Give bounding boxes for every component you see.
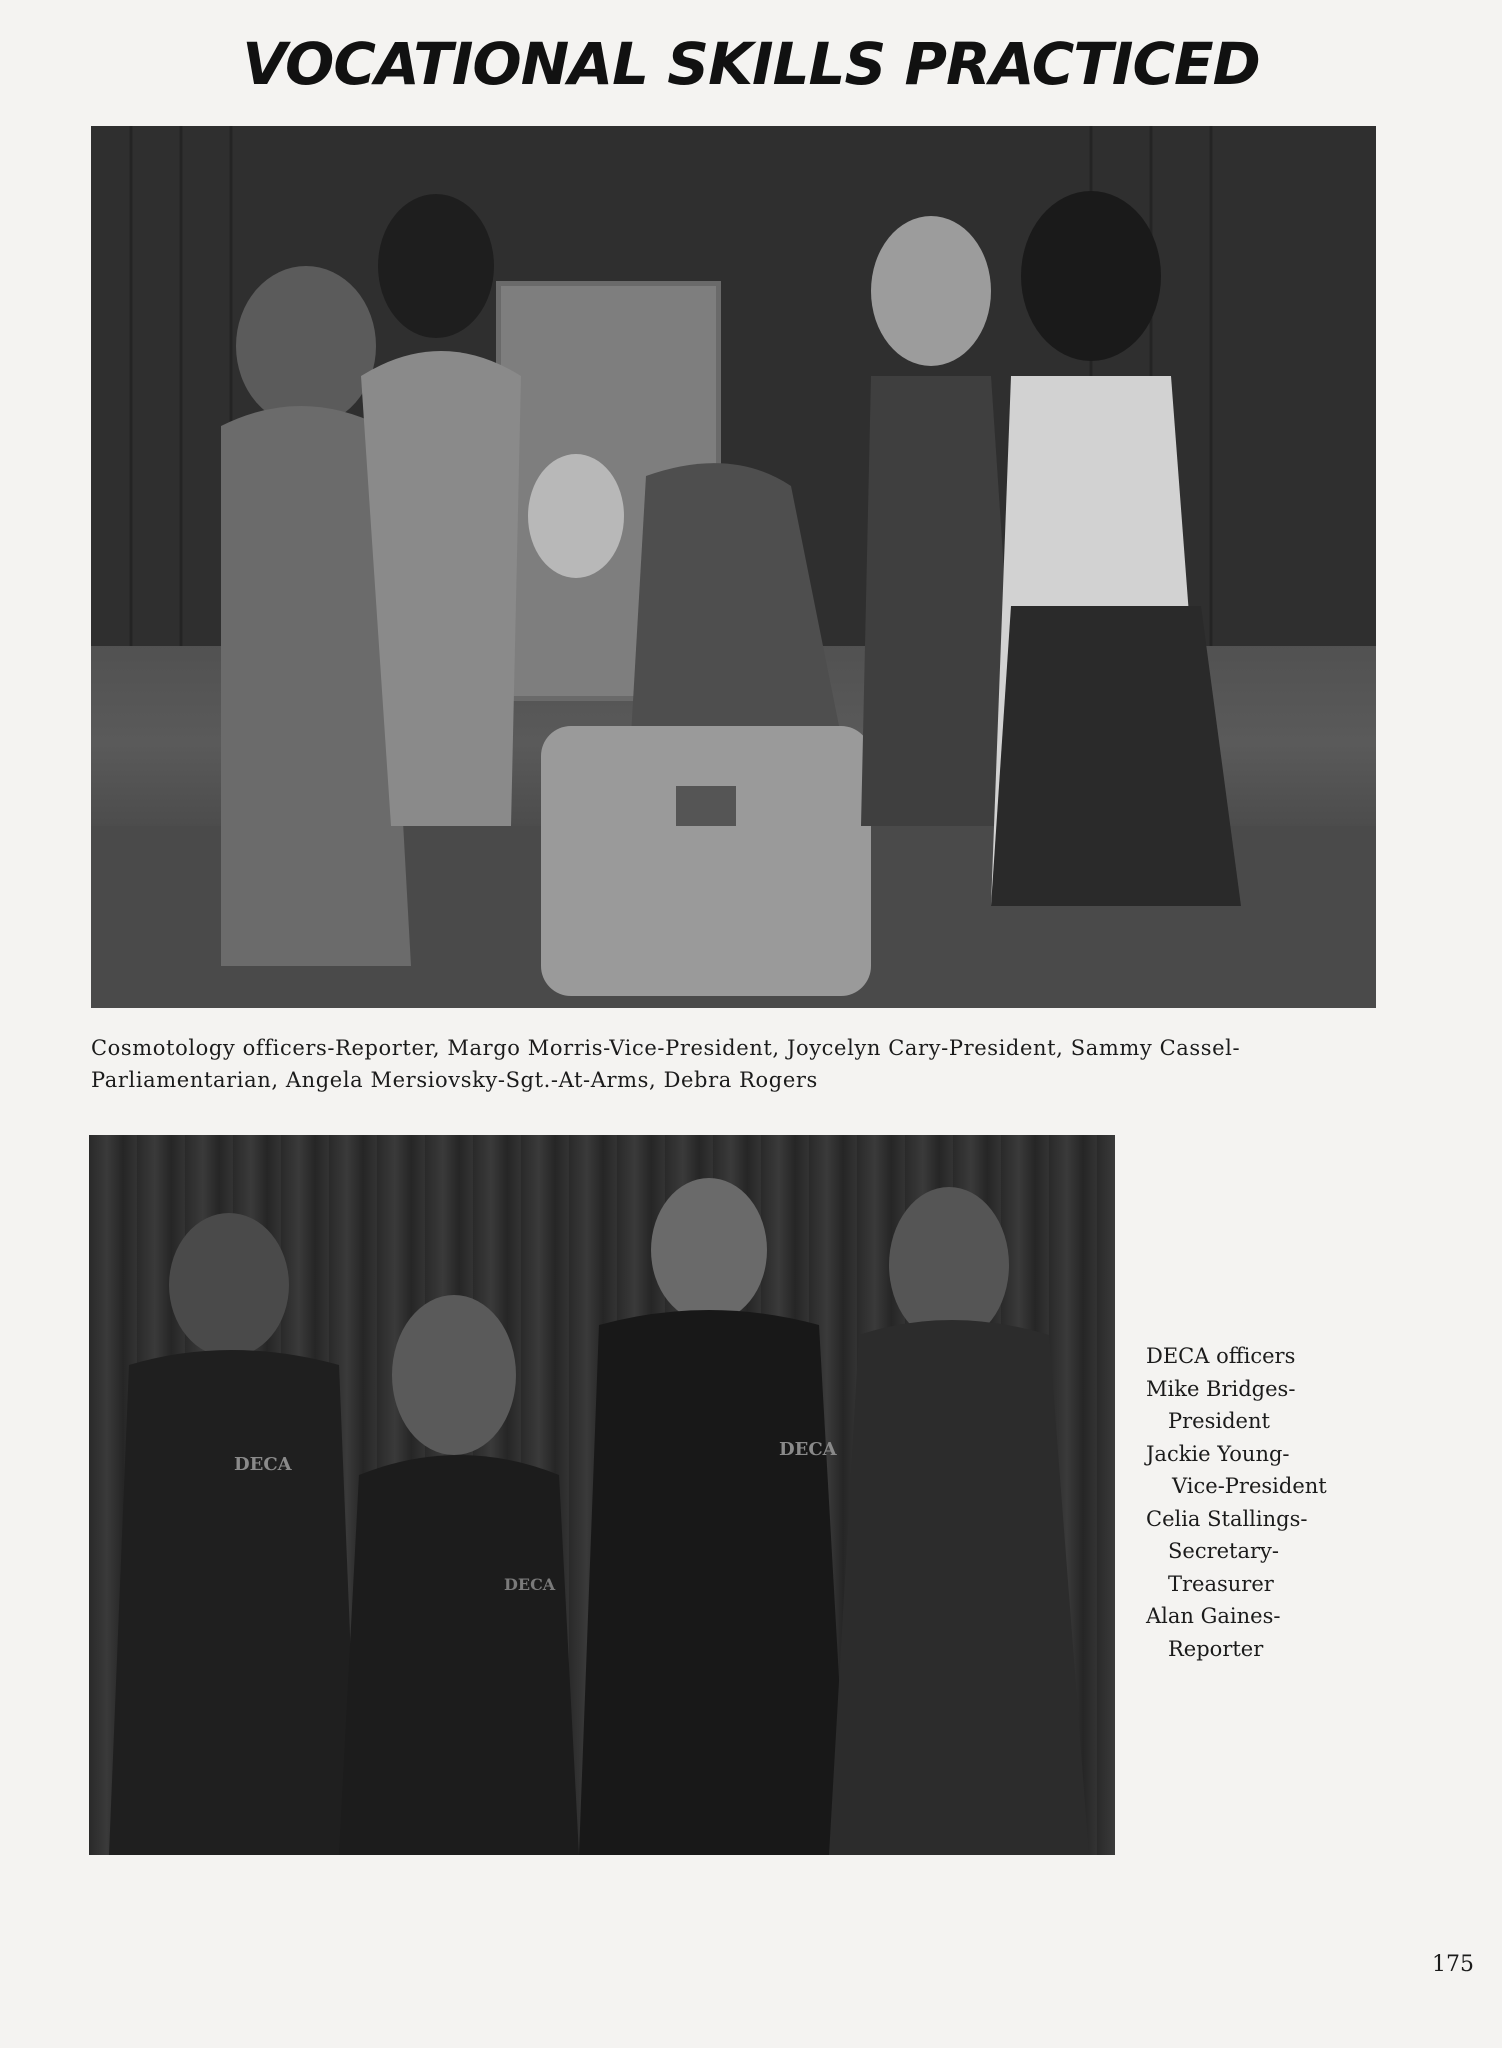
deca-caption: [1146, 1340, 1386, 1665]
deca-caption-line: President: [1168, 1409, 1270, 1433]
cosmetology-caption: Cosmotology officers-Reporter, Margo Morris-Vice-President, Joycelyn Cary-President, Sammy Cassel-Parliamentarian, Angela Mersiovsky-Sgt.-At-Arms, Debra Rogers: [91, 1036, 1241, 1092]
deca-caption-line: Secretary-: [1168, 1539, 1279, 1563]
deca-caption-line: Jackie Young-: [1146, 1441, 1290, 1466]
page-number: 175: [1432, 1952, 1474, 1977]
deca-jacket-text-1: DECA: [234, 1454, 292, 1475]
deca-jacket-text-2: DECA: [504, 1575, 556, 1594]
deca-caption-line: Alan Gaines-: [1146, 1604, 1281, 1628]
deca-caption-line: Reporter: [1168, 1636, 1264, 1661]
deca-caption-line: Mike Bridges-: [1146, 1376, 1296, 1401]
deca-jacket-text-3: DECA: [779, 1439, 837, 1460]
deca-caption-line: Celia Stallings-: [1146, 1506, 1308, 1531]
page-headline: VOCATIONAL SKILLS PRACTICED: [242, 30, 1260, 98]
deca-photo: [89, 1135, 1115, 1855]
deca-caption-line: Treasurer: [1168, 1571, 1274, 1596]
deca-photo-scene: [89, 1135, 1115, 1855]
deca-caption-line: Vice-President: [1172, 1474, 1327, 1498]
deca-caption-heading: DECA officers: [1146, 1344, 1296, 1368]
cosmetology-photo-scene: [91, 126, 1376, 1008]
cosmetology-photo: [91, 126, 1376, 1008]
